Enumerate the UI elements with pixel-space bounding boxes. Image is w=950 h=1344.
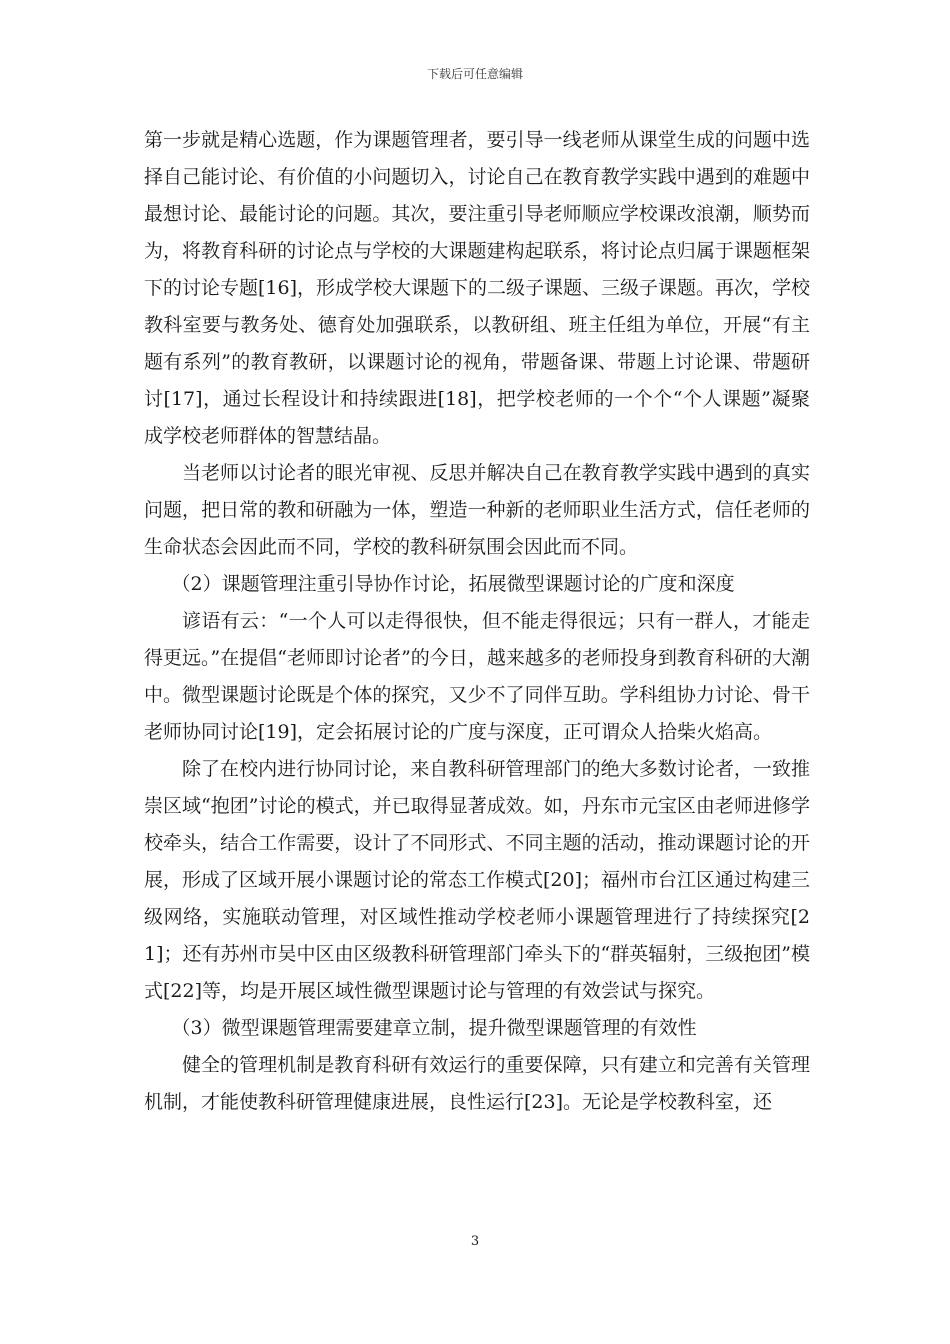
section-heading: （2）课题管理注重引导协作讨论，拓展微型课题讨论的广度和深度: [171, 573, 735, 595]
paragraph: 健全的管理机制是教育科研有效运行的重要保障，只有建立和完善有关管理机制，才能使教科研管理健康进展，良性运行[23]。无论是学校教科室，还: [144, 1054, 810, 1113]
section-heading: （3）微型课题管理需要建章立制，提升微型课题管理的有效性: [171, 1017, 697, 1039]
paragraph: 当老师以讨论者的眼光审视、反思并解决自己在教育教学实践中遇到的真实问题，把日常的教和研融为一体，塑造一种新的老师职业生活方式，信任老师的生命状态会因此而不同，学校的教科研氛围会因此而不同。: [144, 462, 810, 558]
page-number: 3: [470, 1234, 480, 1249]
paragraph-continued: 第一步就是精心选题，作为课题管理者，要引导一线老师从课堂生成的问题中选择自己能讨论、有价值的小问题切入，讨论自己在教育教学实践中遇到的难题中最想讨论、最能讨论的问题。其次，要注重引导老师顺应学校课改浪潮，顺势而为，将教育科研的讨论点与学校的大课题建构起联系，将讨论点归属于课题框架下的讨论专题[16]，形成学校大课题下的二级子课题、三级子课题。再次，学校教科室要与教务处、德育处加强联系，以教研组、班主任组为单位，开展“有主题有系列”的教育教研，以课题讨论的视角，带题备课、带题上讨论课、带题研讨[17]，通过长程设计和持续跟进[18]，把学校老师的一个个“个人课题”凝聚成学校老师群体的智慧结晶。: [144, 129, 811, 447]
paragraph: 除了在校内进行协同讨论，来自教科研管理部门的绝大多数讨论者，一致推崇区域“抱团”讨论的模式，并已取得显著成效。如，丹东市元宝区由老师进修学校牵头，结合工作需要，设计了不同形式、不同主题的活动，推动课题讨论的开展，形成了区域开展小课题讨论的常态工作模式[20]；福州市台江区通过构建三级网络，实施联动管理，对区域性推动学校老师小课题管理进行了持续探究[21]；还有苏州市吴中区由区级教科研管理部门牵头下的“群英辐射，三级抱团”模式[22]等，均是开展区域性微型课题讨论与管理的有效尝试与探究。: [144, 758, 811, 1002]
document-body: [144, 122, 810, 1121]
page-header: 下载后可任意编辑: [426, 67, 523, 81]
paragraph: 谚语有云：“一个人可以走得很快，但不能走得很远；只有一群人，才能走得更远。”在提倡“老师即讨论者”的今日，越来越多的老师投身到教育科研的大潮中。微型课题讨论既是个体的探究，又少不了同伴互助。学科组协力讨论、骨干老师协同讨论[19]，定会拓展讨论的广度与深度，正可谓众人拾柴火焰高。: [144, 610, 810, 743]
